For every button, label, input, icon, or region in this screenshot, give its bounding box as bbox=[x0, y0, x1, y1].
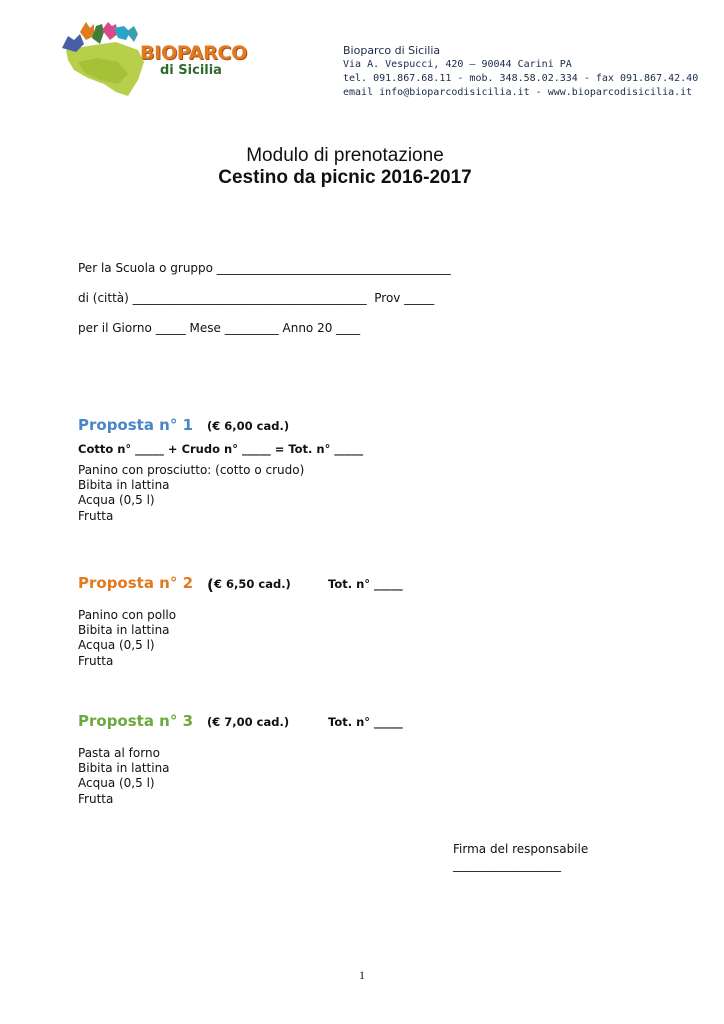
date-field[interactable]: per il Giorno _____ Mese _________ Anno 20 ____ bbox=[78, 321, 361, 335]
address: Via A. Vespucci, 420 – 90044 Carini PA bbox=[343, 59, 572, 70]
page-subtitle: Cestino da picnic 2016-2017 bbox=[218, 167, 472, 188]
proposal-1-price: (€ 6,00 cad.) bbox=[207, 419, 290, 433]
proposal-1-title: Proposta n° 1 bbox=[78, 416, 194, 434]
list-item: Acqua (0,5 l) bbox=[78, 776, 155, 791]
proposal-2-total[interactable]: Tot. n° _____ bbox=[328, 577, 403, 591]
proposal-1-items bbox=[78, 463, 304, 524]
logo-subtitle: di Sicilia bbox=[160, 63, 222, 78]
contact-block bbox=[343, 44, 698, 100]
list-item: Acqua (0,5 l) bbox=[78, 638, 155, 653]
list-item: Frutta bbox=[78, 653, 114, 668]
list-item: Bibita in lattina bbox=[78, 761, 170, 776]
proposal-2-price: € 6,50 cad.) bbox=[214, 577, 291, 591]
logo-title: BIOPARCO bbox=[140, 42, 247, 64]
list-item: Frutta bbox=[78, 791, 114, 806]
proposal-2-items bbox=[78, 608, 176, 669]
page-number: 1 bbox=[359, 968, 365, 982]
list-item: Bibita in lattina bbox=[78, 623, 170, 638]
list-item: Panino con pollo bbox=[78, 608, 177, 622]
proposal-1-count-line[interactable]: Cotto n° _____ + Crudo n° _____ = Tot. n° _____ bbox=[78, 442, 364, 456]
list-item: Panino con prosciutto: (cotto o crudo) bbox=[78, 463, 305, 477]
web-email: email info@bioparcodisicilia.it - www.bioparcodisicilia.it bbox=[343, 87, 693, 98]
signature-line[interactable]: __________________ bbox=[453, 858, 561, 872]
signature-label: Firma del responsabile bbox=[453, 842, 589, 856]
proposal-3-items bbox=[78, 746, 170, 807]
city-field[interactable]: di (città) _______________________________________ Prov _____ bbox=[78, 291, 435, 305]
proposal-3-title: Proposta n° 3 bbox=[78, 712, 194, 730]
page-title: Modulo di prenotazione bbox=[246, 145, 444, 166]
phones: tel. 091.867.68.11 - mob. 348.58.02.334 - fax 091.867.42.40 bbox=[343, 73, 699, 84]
proposal-2-title: Proposta n° 2 bbox=[78, 574, 194, 592]
school-field[interactable]: Per la Scuola o gruppo _______________________________________ bbox=[78, 261, 451, 275]
list-item: Pasta al forno bbox=[78, 746, 160, 760]
bioparco-logo bbox=[58, 22, 248, 122]
list-item: Acqua (0,5 l) bbox=[78, 493, 155, 508]
proposal-2-price-paren: ( bbox=[207, 576, 214, 594]
proposal-3-price: (€ 7,00 cad.) bbox=[207, 715, 290, 729]
list-item: Frutta bbox=[78, 508, 114, 523]
list-item: Bibita in lattina bbox=[78, 478, 170, 493]
org-name: Bioparco di Sicilia bbox=[343, 44, 441, 57]
proposal-3-total[interactable]: Tot. n° _____ bbox=[328, 715, 403, 729]
